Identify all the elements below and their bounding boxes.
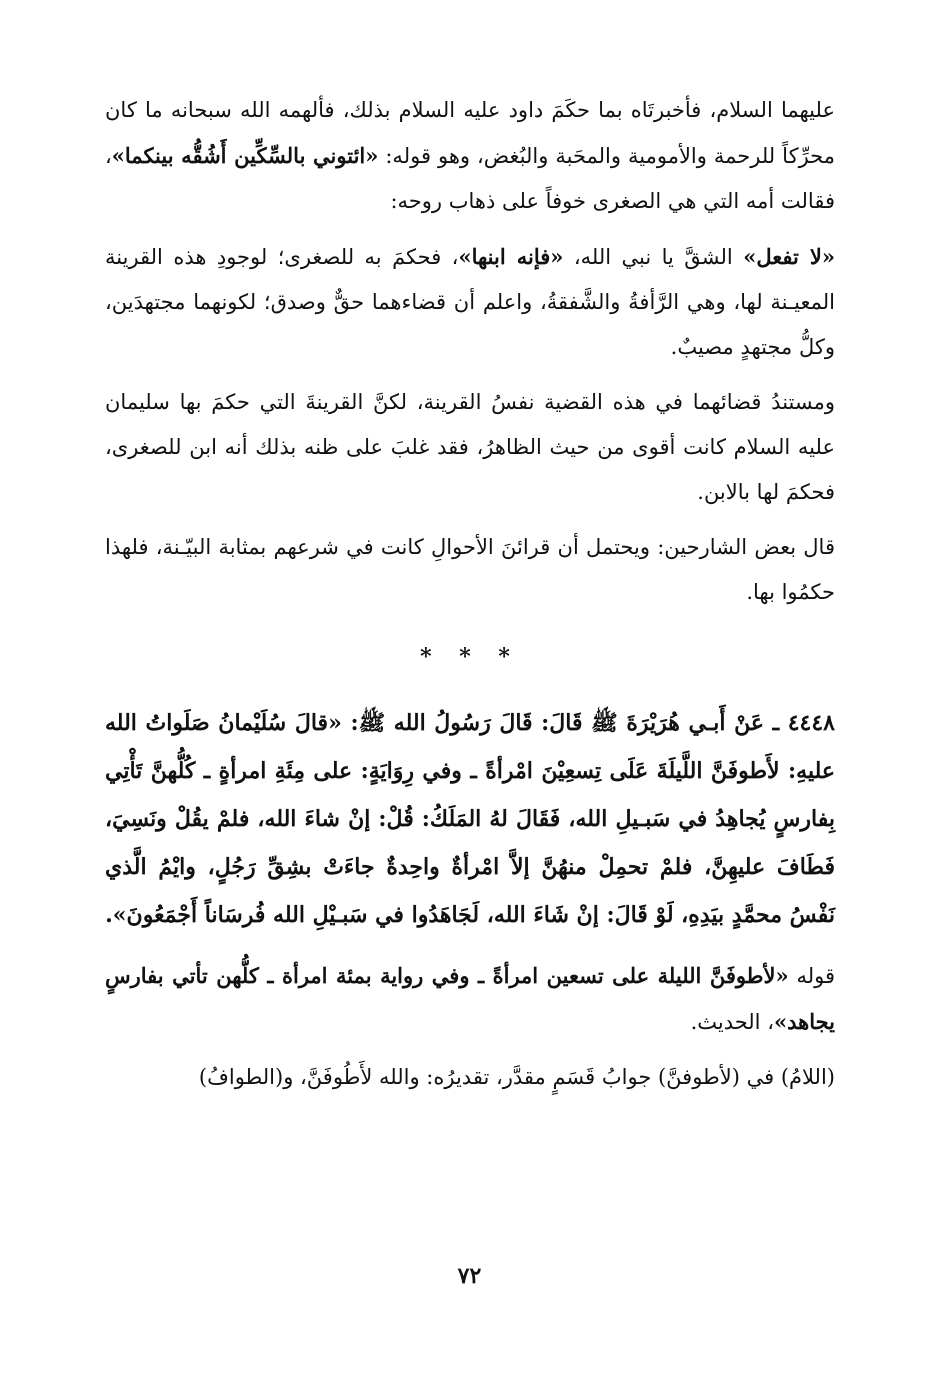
- paragraph-text: ، فقالت أمه التي هي الصغرى خوفاً على ذهاب روحه:: [105, 144, 835, 213]
- section-separator: * * *: [420, 644, 520, 670]
- commentary-section-bottom: [105, 953, 835, 1100]
- paragraph-text: ، الحديث.: [690, 1010, 774, 1034]
- paragraph-text: (اللامُ) في (لأطوفنَّ) جوابُ قَسَمٍ مقدَّر، تقديرُه: والله لأَطُوفَنَّ، و(الطوافُ): [198, 1065, 835, 1089]
- commentary-paragraph: [105, 525, 835, 615]
- page-number: ٧٢: [457, 1263, 482, 1289]
- page-body: [105, 88, 835, 1100]
- commentary-paragraph: [105, 234, 835, 370]
- quoted-text: «لأطوفَنَّ الليلة على تسعين امرأةً ـ وفي رواية بمئة امرأة ـ كلُّهن تأتي بفارسٍ يجاهد»: [105, 963, 835, 1034]
- paragraph-text: قال بعض الشارحين: ويحتمل أن قرائنَ الأحوالِ كانت في شرعهم بمثابة البيّـنة، فلهذا حكمُوا بها.: [105, 535, 835, 604]
- hadith-4448: ٤٤٤٨ ـ عَنْ أَبـي هُرَيْرَةَ ﷺ قَالَ: قَالَ رَسُولُ الله ﷺ: «قالَ سُلَيْمانُ صَلَواتُ الله عليهِ: لأَطوفَنَّ اللَّيلَةَ عَلَى تِسعِيْنَ امْرأةً ـ وفي رِوَايَةٍ: على مِئَةِ امرأةٍ ـ كُلُّهنَّ تَأْتِي بِفارسٍ يُجاهِدُ في سَبـيلِ الله، فَقَالَ لهُ المَلَكُ: قُلْ: إنْ شاءَ الله، فلمْ يقُلْ ونَسِيَ، فَطَافَ عليهِنَّ، فلمْ تحمِلْ منهُنَّ إلاَّ امْرأةٌ واحِدةٌ جاءَتْ بشِقِّ رَجُلٍ، وايْمُ الَّذي نَفْسُ محمَّدٍ بيَدِهِ، لَوْ قَالَ: إنْ شَاءَ الله، لَجَاهَدُوا في سَبـيْلِ الله فُرسَاناً أَجْمَعُونَ».: [105, 710, 835, 928]
- explanation-paragraph: [105, 1055, 835, 1100]
- explanation-paragraph: [105, 953, 835, 1045]
- paragraph-text: عليهما السلام، فأخبرتَاه بما حكَمَ داود عليه السلام بذلك، فألهمه الله سبحانه ما كان محرِّكاً للرحمة والأمومية والمحَبة والبُغض، وهو قوله:: [105, 98, 835, 168]
- paragraph-text: الشقَّ يا نبي الله،: [563, 245, 744, 269]
- paragraph-text: قوله: [788, 964, 835, 988]
- paragraph-text: ، فحكمَ به للصغرى؛ لوجودِ هذه القرينة المعيـنة لها، وهي الرَّأفةُ والشَّفقةُ، واعلم أن قضاءهما حقٌّ وصدق؛ لكونهما مجتهدَين، وكلُّ مجتهدٍ مصيبٌ.: [105, 245, 835, 359]
- commentary-paragraph: [105, 380, 835, 515]
- quoted-text: «لا تفعل»: [743, 244, 835, 269]
- quoted-text: «ائتوني بالسِّكِّين أَشُقُّه بينكما»: [111, 143, 379, 168]
- commentary-section-top: [105, 88, 835, 615]
- paragraph-text: ومستندُ قضائهما في هذه القضية نفسُ القرينة، لكنَّ القرينةَ التي حكمَ بها سليمان عليه السلام كانت أقوى من حيث الظاهرُ، فقد غلبَ على ظنه بذلك أنه ابن للصغرى، فحكمَ لها بالابن.: [105, 390, 835, 504]
- commentary-paragraph: [105, 88, 835, 224]
- quoted-text: «فإنه ابنها»: [458, 244, 564, 269]
